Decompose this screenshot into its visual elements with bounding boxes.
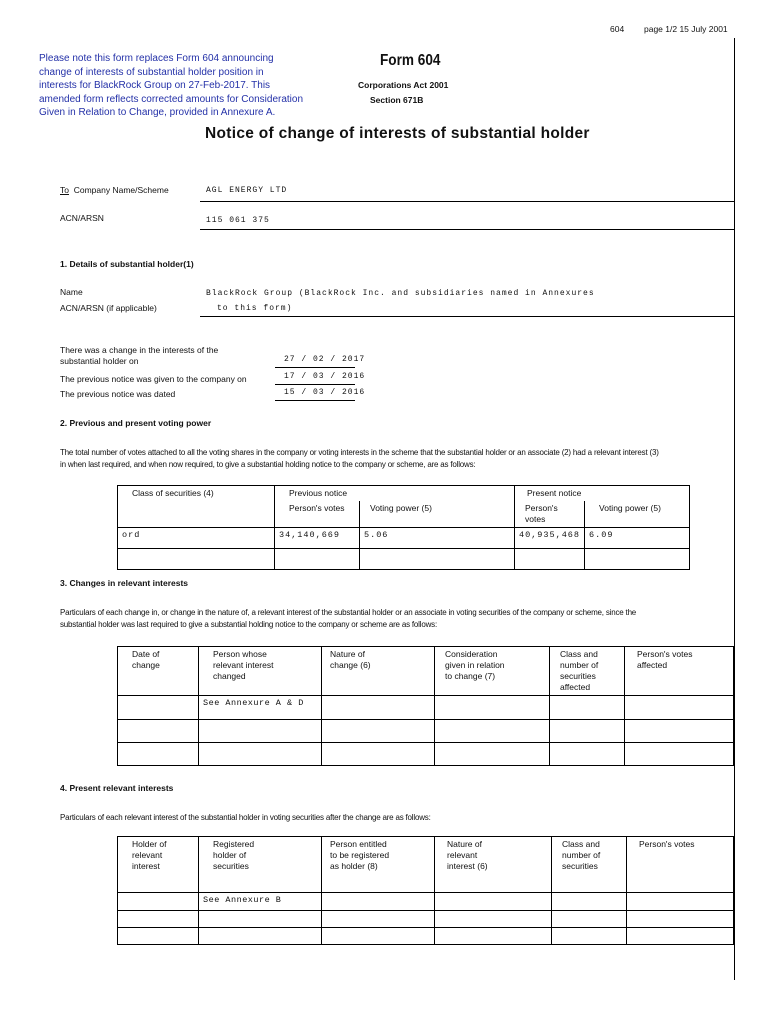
change-date-label (60, 345, 218, 367)
changes-header: Consideration given in relation to change (7) (435, 647, 550, 696)
section3-para-line: Particulars of each change in, or change in the nature of, a relevant interest of the substantial holder or an associate in voting securities of the company or scheme, since the (60, 608, 637, 617)
acn-value: 115 061 375 (206, 216, 270, 225)
interests-header: Holder of relevant interest (118, 837, 199, 893)
section3-paragraph (60, 607, 636, 631)
changes-header: Person whose relevant interest changed (199, 647, 322, 696)
interests-header: Registered holder of securities (199, 837, 322, 893)
section2-title: 2. Previous and present voting power (60, 418, 212, 428)
empty-cell (322, 720, 435, 743)
empty-cell (118, 911, 199, 928)
empty-cell (435, 928, 552, 945)
empty-cell (625, 720, 734, 743)
empty-cell (435, 911, 552, 928)
empty-cell (550, 696, 625, 720)
header-class: Class of securities (4) (118, 486, 275, 528)
form-right-border (734, 38, 735, 980)
row-class: ord (118, 528, 275, 549)
section2-para-line: in when last required, and when now required, to give a substantial holding notice to the company or scheme, are as follows: (60, 460, 476, 469)
changes-header: Person's votes affected (625, 647, 734, 696)
empty-cell (550, 743, 625, 766)
empty-cell (625, 696, 734, 720)
acn-label: ACN/ARSN (60, 213, 104, 223)
empty-cell (552, 893, 627, 911)
empty-cell (118, 696, 199, 720)
note-line: interests for BlackRock Group on 27-Feb-2017. This (39, 80, 271, 91)
empty-cell (625, 743, 734, 766)
holder-name-value-1: BlackRock Group (BlackRock Inc. and subsidiaries named in Annexures (206, 289, 595, 298)
header-prev-power: Voting power (5) (360, 501, 515, 528)
present-interests-table (117, 836, 734, 945)
empty-cell (322, 911, 435, 928)
holder-name-label: Name (60, 287, 83, 297)
empty-cell (275, 549, 360, 570)
note-line: change of interests of substantial holder position in (39, 66, 264, 78)
changes-header: Class and number of securities affected (550, 647, 625, 696)
empty-cell (199, 743, 322, 766)
company-name-underline (200, 201, 734, 202)
empty-cell (435, 720, 550, 743)
empty-cell (118, 928, 199, 945)
empty-cell (627, 893, 734, 911)
form-title: Form 604 (380, 52, 441, 69)
empty-cell (360, 549, 515, 570)
empty-cell (627, 928, 734, 945)
empty-cell (322, 893, 435, 911)
company-name-label: Company Name/Scheme (73, 185, 169, 195)
empty-cell (199, 928, 322, 945)
change-date-label-line: There was a change in the interests of the (60, 345, 219, 355)
interests-annex-ref: See Annexure B (199, 893, 322, 911)
prev-given-label: The previous notice was given to the company on (60, 374, 247, 384)
change-date-label-line: substantial holder on (60, 356, 139, 366)
empty-cell (322, 743, 435, 766)
empty-cell (118, 893, 199, 911)
empty-cell (552, 928, 627, 945)
holder-acn-label: ACN/ARSN (if applicable) (60, 303, 157, 313)
prev-given-date: 17 / 03 / 2016 (284, 372, 366, 381)
header-previous: Previous notice (275, 486, 515, 502)
changes-header: Nature of change (6) (322, 647, 435, 696)
interests-header: Person's votes (627, 837, 734, 893)
company-label (60, 185, 169, 195)
row-pres-power: 6.09 (585, 528, 690, 549)
empty-cell (118, 549, 275, 570)
empty-cell (515, 549, 585, 570)
prev-dated-underline (275, 400, 355, 401)
empty-cell (627, 911, 734, 928)
empty-cell (435, 696, 550, 720)
note-line: Given in Relation to Change, provided in Annexure A. (39, 107, 276, 118)
voting-power-table (117, 485, 690, 570)
section4-paragraph: Particulars of each relevant interest of the substantial holder in voting securities after the change are as follows: (60, 813, 431, 822)
company-name-value: AGL ENERGY LTD (206, 186, 288, 195)
change-date-underline (275, 367, 355, 368)
change-date-value: 27 / 02 / 2017 (284, 355, 366, 364)
header-present: Present notice (515, 486, 690, 502)
page-code: 604 (610, 24, 625, 34)
to-label: To (60, 185, 69, 195)
row-prev-votes: 34,140,669 (275, 528, 360, 549)
note-line: amended form reflects corrected amounts for Consideration (39, 93, 304, 105)
prev-dated-date: 15 / 03 / 2016 (284, 388, 366, 397)
changes-annex-ref: See Annexure A & D (199, 696, 322, 720)
section3-para-line: substantial holder was last required to give a substantial holding notice to the company or scheme are as follows: (60, 620, 437, 629)
header-pres-votes: Person's votes (515, 501, 585, 528)
acn-underline (200, 229, 734, 230)
empty-cell (435, 743, 550, 766)
holder-name-value-2: to this form) (217, 304, 293, 313)
section4-title: 4. Present relevant interests (60, 783, 174, 793)
interests-header: Person entitled to be registered as holder (8) (322, 837, 435, 893)
interests-header: Nature of relevant interest (6) (435, 837, 552, 893)
changes-header: Date of change (118, 647, 199, 696)
row-pres-votes: 40,935,468 (515, 528, 585, 549)
interests-header: Class and number of securities (552, 837, 627, 893)
note-line: Please note this form replaces Form 604 announcing (39, 53, 274, 64)
row-prev-power: 5.06 (360, 528, 515, 549)
empty-cell (118, 720, 199, 743)
holder-underline (200, 316, 734, 317)
empty-cell (322, 928, 435, 945)
page-title: Notice of change of interests of substantial holder (205, 125, 590, 142)
empty-cell (585, 549, 690, 570)
empty-cell (552, 911, 627, 928)
section1-title: 1. Details of substantial holder(1) (60, 259, 194, 269)
form-section: Section 671B (370, 95, 424, 105)
empty-cell (550, 720, 625, 743)
empty-cell (199, 911, 322, 928)
section3-title: 3. Changes in relevant interests (60, 578, 189, 588)
page-info: page 1/2 15 July 2001 (644, 24, 728, 34)
section2-paragraph (60, 447, 659, 471)
empty-cell (199, 720, 322, 743)
header-pres-power: Voting power (5) (585, 501, 690, 528)
form-act: Corporations Act 2001 (358, 80, 449, 90)
prev-dated-label: The previous notice was dated (60, 389, 176, 399)
prev-given-underline (275, 384, 355, 385)
header-prev-votes: Person's votes (275, 501, 360, 528)
empty-cell (118, 743, 199, 766)
empty-cell (435, 893, 552, 911)
changes-table (117, 646, 734, 766)
empty-cell (322, 696, 435, 720)
replacement-note (39, 52, 329, 120)
section2-para-line: The total number of votes attached to all the voting shares in the company or voting interests in the scheme that the substantial holder or an associate (2) had a relevant interest (3) (60, 448, 659, 457)
